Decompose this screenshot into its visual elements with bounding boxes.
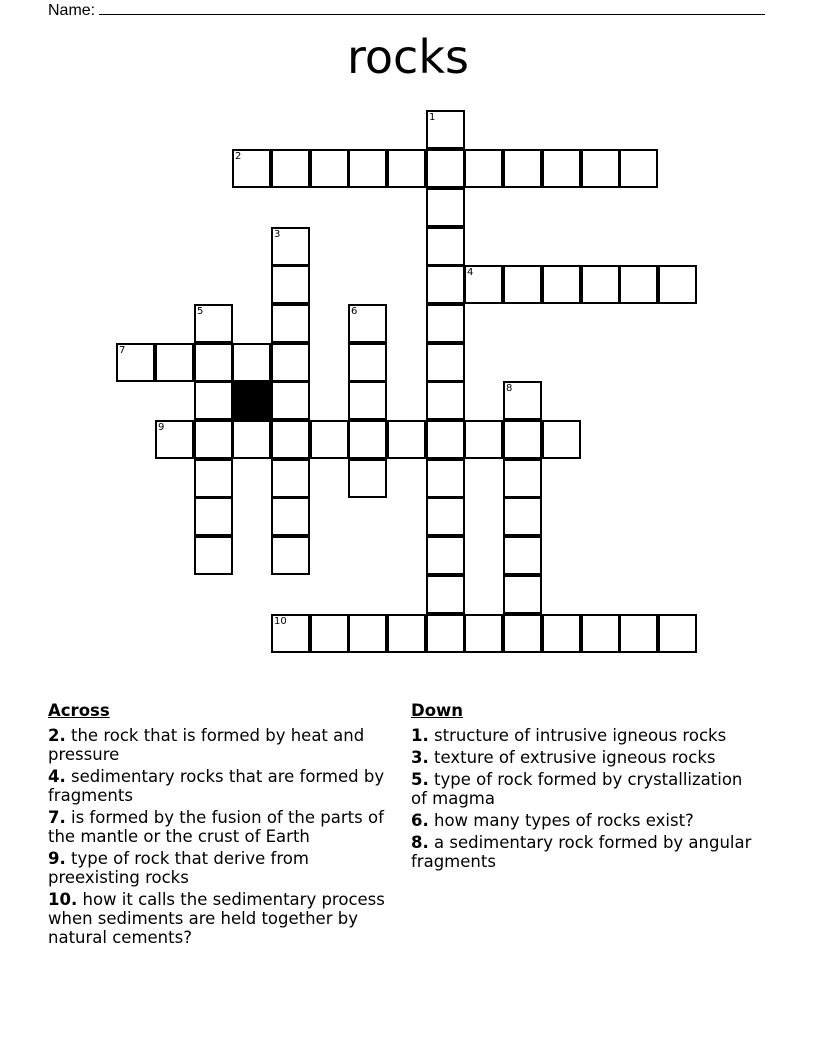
across-clue-list (48, 726, 393, 947)
grid-cell[interactable] (271, 304, 310, 343)
clue-text: texture of extrusive igneous rocks (434, 748, 716, 767)
down-clue (411, 726, 756, 745)
clue-text: type of rock that derive from preexisting rocks (48, 849, 309, 887)
clue-number: 8 (506, 383, 513, 394)
name-label: Name: (48, 2, 96, 19)
black-cell (232, 381, 271, 420)
grid-cell[interactable] (194, 304, 233, 343)
grid-cell[interactable] (194, 497, 233, 536)
across-clue (48, 890, 393, 947)
clue-number: 6. (411, 811, 429, 830)
grid-cell[interactable] (271, 459, 310, 498)
grid-cell[interactable] (503, 497, 542, 536)
clue-text: sedimentary rocks that are formed by fragments (48, 767, 385, 805)
clue-text: how many types of rocks exist? (434, 811, 694, 830)
grid-cell[interactable] (348, 343, 387, 382)
grid-cell[interactable] (503, 381, 542, 420)
down-clues (411, 700, 756, 874)
grid-cell[interactable] (542, 265, 581, 304)
grid-cell[interactable] (232, 420, 271, 459)
grid-cell[interactable] (426, 575, 465, 614)
grid-cell[interactable] (348, 420, 387, 459)
grid-cell[interactable] (426, 459, 465, 498)
clue-text: a sedimentary rock formed by angular fragments (411, 833, 752, 871)
grid-cell[interactable] (503, 420, 542, 459)
grid-cell[interactable] (116, 343, 155, 382)
grid-cell[interactable] (348, 149, 387, 188)
grid-cell[interactable] (503, 614, 542, 653)
grid-cell[interactable] (503, 575, 542, 614)
grid-cell[interactable] (426, 110, 465, 149)
grid-cell[interactable] (426, 149, 465, 188)
grid-cell[interactable] (310, 420, 349, 459)
grid-cell[interactable] (619, 265, 658, 304)
across-clue (48, 726, 393, 764)
down-clue-list (411, 726, 756, 871)
down-clue (411, 770, 756, 808)
down-clue (411, 811, 756, 830)
across-clue (48, 849, 393, 887)
grid-cell[interactable] (426, 536, 465, 575)
grid-cell[interactable] (271, 343, 310, 382)
clue-number: 4 (467, 267, 474, 278)
clue-number: 3. (411, 748, 429, 767)
grid-cell[interactable] (348, 459, 387, 498)
grid-cell[interactable] (155, 420, 194, 459)
clue-number: 9 (158, 422, 165, 433)
grid-cell[interactable] (426, 497, 465, 536)
grid-cell[interactable] (426, 614, 465, 653)
grid-cell[interactable] (581, 614, 620, 653)
clue-number: 4. (48, 767, 66, 786)
grid-cell[interactable] (581, 265, 620, 304)
grid-cell[interactable] (658, 614, 697, 653)
grid-cell[interactable] (271, 227, 310, 266)
grid-cell[interactable] (271, 265, 310, 304)
grid-cell[interactable] (271, 497, 310, 536)
grid-cell[interactable] (387, 149, 426, 188)
grid-cell[interactable] (271, 420, 310, 459)
grid-cell[interactable] (464, 420, 503, 459)
grid-cell[interactable] (194, 459, 233, 498)
grid-cell[interactable] (426, 227, 465, 266)
grid-cell[interactable] (348, 614, 387, 653)
grid-cell[interactable] (426, 304, 465, 343)
clue-text: structure of intrusive igneous rocks (434, 726, 727, 745)
across-clue (48, 767, 393, 805)
grid-cell[interactable] (387, 614, 426, 653)
grid-cell[interactable] (503, 149, 542, 188)
grid-cell[interactable] (271, 381, 310, 420)
grid-cell[interactable] (619, 614, 658, 653)
across-clue (48, 808, 393, 846)
grid-cell[interactable] (426, 381, 465, 420)
grid-cell[interactable] (194, 381, 233, 420)
clue-number: 1. (411, 726, 429, 745)
across-clues (48, 700, 393, 950)
clue-number: 5 (197, 306, 204, 317)
down-heading: Down (411, 701, 464, 720)
grid-cell[interactable] (464, 614, 503, 653)
grid-cell[interactable] (194, 536, 233, 575)
grid-cell[interactable] (464, 265, 503, 304)
grid-cell[interactable] (426, 420, 465, 459)
clue-number: 10. (48, 890, 78, 909)
clue-number: 7 (119, 345, 126, 356)
clue-text: the rock that is formed by heat and pressure (48, 726, 365, 764)
grid-cell[interactable] (464, 149, 503, 188)
grid-cell[interactable] (542, 149, 581, 188)
grid-cell[interactable] (271, 614, 310, 653)
grid-cell[interactable] (271, 536, 310, 575)
grid-cell[interactable] (503, 536, 542, 575)
grid-cell[interactable] (542, 614, 581, 653)
grid-cell[interactable] (619, 149, 658, 188)
clue-number: 2 (235, 151, 242, 162)
grid-cell[interactable] (194, 343, 233, 382)
grid-cell[interactable] (194, 420, 233, 459)
clue-number: 9. (48, 849, 66, 868)
clue-text: type of rock formed by crystallization of magma (411, 770, 743, 808)
clue-number: 8. (411, 833, 429, 852)
grid-cell[interactable] (426, 188, 465, 227)
grid-cell[interactable] (348, 381, 387, 420)
clue-number: 6 (351, 306, 358, 317)
down-clue (411, 748, 756, 767)
grid-cell[interactable] (271, 149, 310, 188)
puzzle-title: rocks (347, 30, 469, 84)
grid-cell[interactable] (426, 265, 465, 304)
grid-cell[interactable] (310, 614, 349, 653)
grid-cell[interactable] (387, 420, 426, 459)
grid-cell[interactable] (503, 265, 542, 304)
clue-number: 10 (274, 616, 287, 627)
grid-cell[interactable] (232, 343, 271, 382)
clue-number: 3 (274, 229, 281, 240)
across-heading: Across (48, 701, 110, 720)
grid-cell[interactable] (155, 343, 194, 382)
grid-cell[interactable] (426, 343, 465, 382)
clue-number: 1 (429, 112, 436, 123)
grid-cell[interactable] (581, 149, 620, 188)
grid-cell[interactable] (232, 149, 271, 188)
down-clue (411, 833, 756, 871)
clue-number: 7. (48, 808, 66, 827)
grid-cell[interactable] (348, 304, 387, 343)
grid-cell[interactable] (503, 459, 542, 498)
grid-cell[interactable] (310, 149, 349, 188)
grid-cell[interactable] (658, 265, 697, 304)
clue-text: how it calls the sedimentary process when sediments are held together by natural cements? (48, 890, 385, 947)
grid-cell[interactable] (542, 420, 581, 459)
clue-number: 5. (411, 770, 429, 789)
clue-text: is formed by the fusion of the parts of the mantle or the crust of Earth (48, 808, 384, 846)
clue-number: 2. (48, 726, 66, 745)
